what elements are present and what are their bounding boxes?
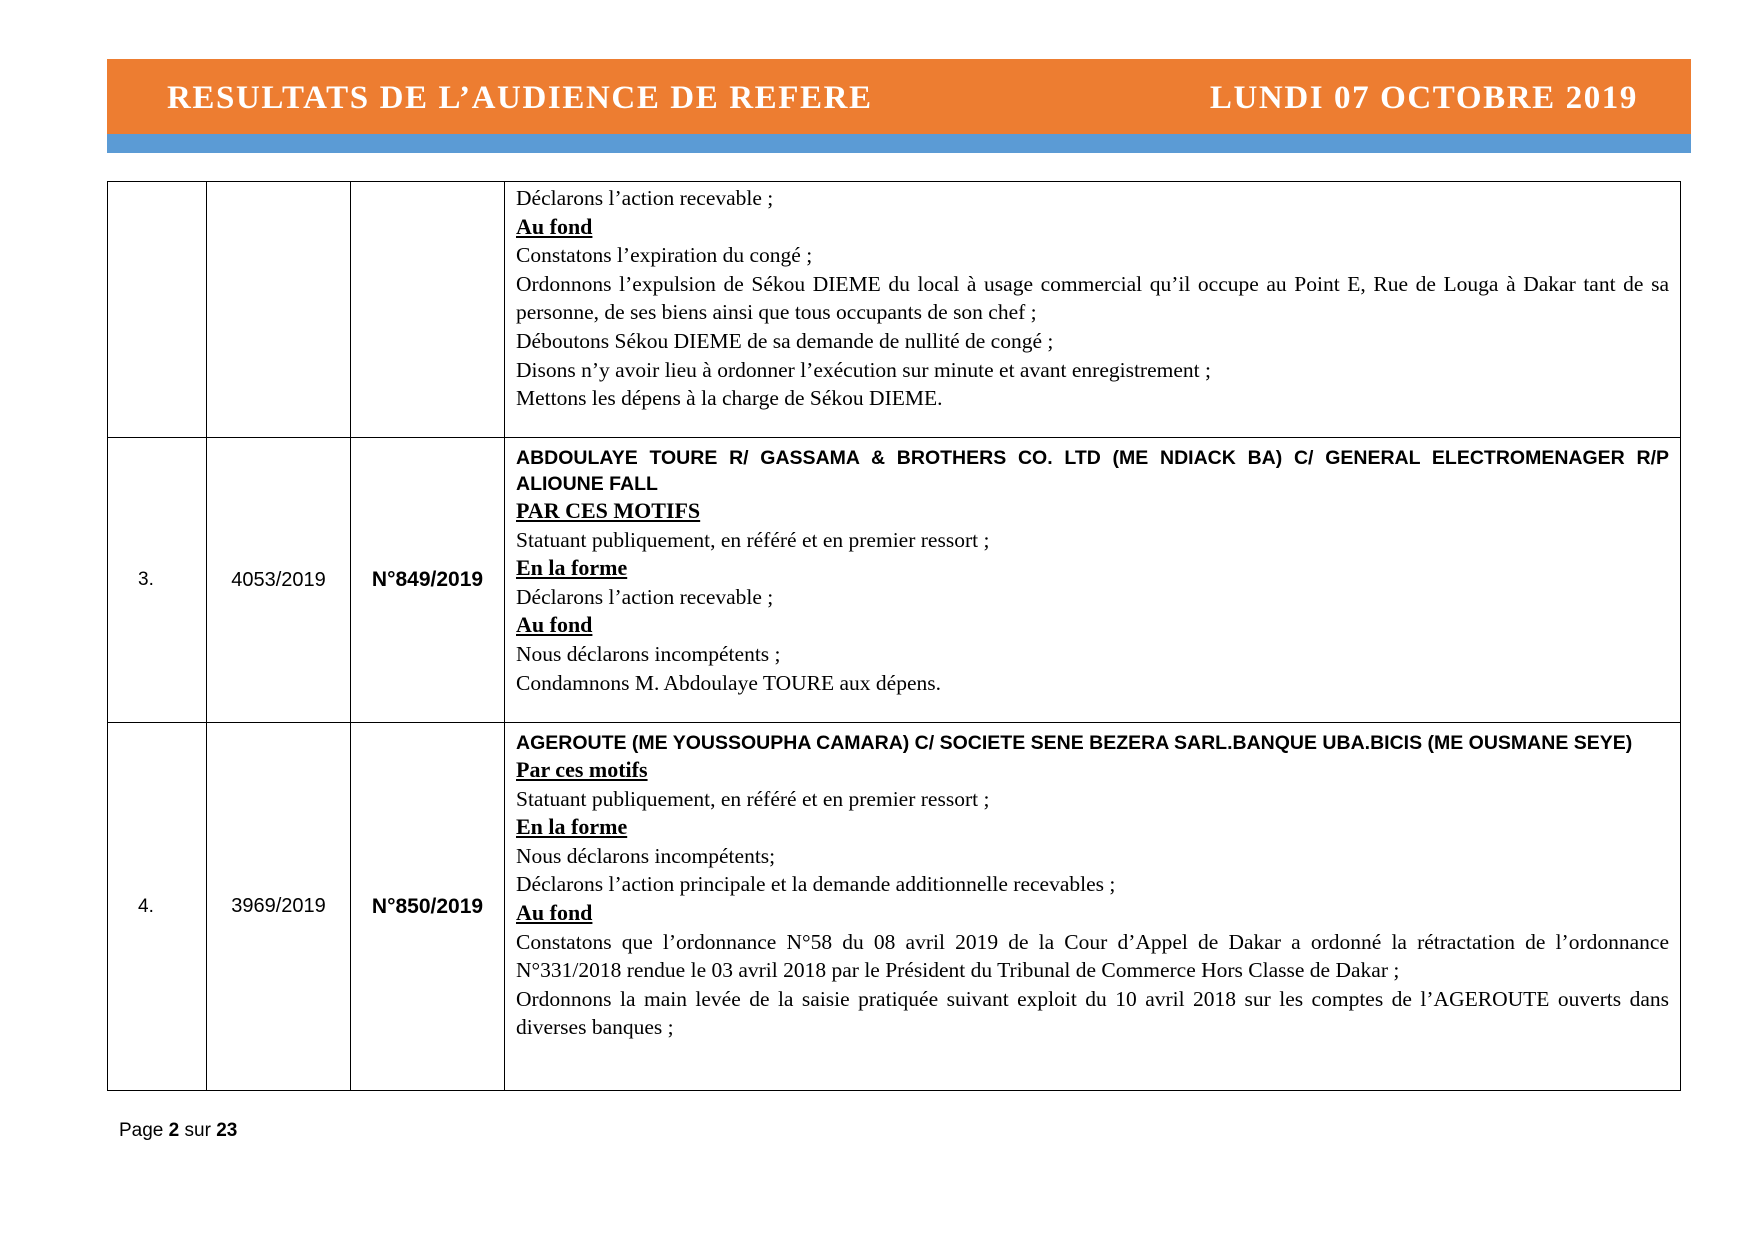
case-reference: 4053/2019	[207, 438, 351, 723]
decision-content	[505, 438, 1681, 723]
document-title: RESULTATS DE L’AUDIENCE DE REFERE	[167, 80, 873, 116]
table-row	[108, 438, 1681, 723]
decision-line: Nous déclarons incompétents;	[516, 843, 776, 868]
current-page-number: 2	[168, 1120, 180, 1141]
section-heading: En la forme	[516, 555, 628, 581]
header-accent-strip	[107, 134, 1691, 153]
total-page-count: 23	[216, 1120, 238, 1141]
decision-line: Constatons que l’ordonnance N°58 du 08 avril 2019 de la Cour d’Appel de Dakar a ordonné la rétractation de l’ordonnance N°331/2018 rendue le 03 avril 2018 par le Président du Tribunal de Commerce Hors Classe de Dakar ;	[516, 929, 1669, 983]
case-reference	[207, 182, 351, 438]
ordinance-number: N°850/2019	[351, 723, 505, 1091]
decision-line: Condamnons M. Abdoulaye TOURE aux dépens.	[516, 670, 941, 695]
section-heading: Au fond	[516, 213, 593, 239]
page-of-label: sur	[184, 1120, 211, 1141]
decision-line: Ordonnons la main levée de la saisie pratiquée suivant exploit du 10 avril 2018 sur les comptes de l’AGEROUTE ouverts dans diverses banques ;	[516, 986, 1669, 1040]
decision-line: Constatons l’expiration du congé ;	[516, 243, 813, 268]
case-number: 4.	[108, 723, 207, 1091]
page-label: Page	[119, 1120, 164, 1141]
table-row	[108, 182, 1681, 438]
case-parties: ABDOULAYE TOURE R/ GASSAMA & BROTHERS CO. LTD (ME NDIACK BA) C/ GENERAL ELECTROMENAGER R/P ALIOUNE FALL	[516, 447, 1669, 495]
page-footer	[119, 1120, 237, 1142]
decision-line: Statuant publiquement, en référé et en premier ressort ;	[516, 527, 990, 552]
ordinance-number: N°849/2019	[351, 438, 505, 723]
decision-line: Déboutons Sékou DIEME de sa demande de nullité de congé ;	[516, 328, 1054, 353]
decision-line: Ordonnons l’expulsion de Sékou DIEME du local à usage commercial qu’il occupe au Point E, Rue de Louga à Dakar tant de sa personne, de ses biens ainsi que tous occupants de son chef ;	[516, 271, 1669, 325]
section-heading: Par ces motifs	[516, 757, 648, 782]
decision-line: Nous déclarons incompétents ;	[516, 641, 781, 666]
decision-line: Déclarons l’action recevable ;	[516, 584, 774, 609]
section-heading: Au fond	[516, 899, 593, 925]
decision-line: Mettons les dépens à la charge de Sékou DIEME.	[516, 386, 943, 411]
case-parties: AGEROUTE (ME YOUSSOUPHA CAMARA) C/ SOCIETE SENE BEZERA SARL.BANQUE UBA.BICIS (ME OUSMANE SEYE)	[516, 732, 1633, 754]
results-table	[107, 181, 1681, 1091]
case-reference: 3969/2019	[207, 723, 351, 1091]
decision-content	[505, 723, 1681, 1091]
case-number	[108, 182, 207, 438]
decision-line: Statuant publiquement, en référé et en premier ressort ;	[516, 786, 990, 811]
hearing-date: LUNDI 07 OCTOBRE 2019	[1209, 80, 1638, 116]
decision-line: Déclarons l’action recevable ;	[516, 186, 774, 210]
section-heading: En la forme	[516, 814, 628, 840]
section-heading: PAR CES MOTIFS	[516, 498, 701, 523]
ordinance-number	[351, 182, 505, 438]
decision-line: Disons n’y avoir lieu à ordonner l’exécution sur minute et avant enregistrement ;	[516, 357, 1211, 382]
table-row	[108, 723, 1681, 1091]
case-number: 3.	[108, 438, 207, 723]
decision-line: Déclarons l’action principale et la demande additionnelle recevables ;	[516, 872, 1116, 897]
section-heading: Au fond	[516, 612, 593, 638]
header-band	[107, 59, 1691, 134]
decision-content	[505, 182, 1681, 438]
